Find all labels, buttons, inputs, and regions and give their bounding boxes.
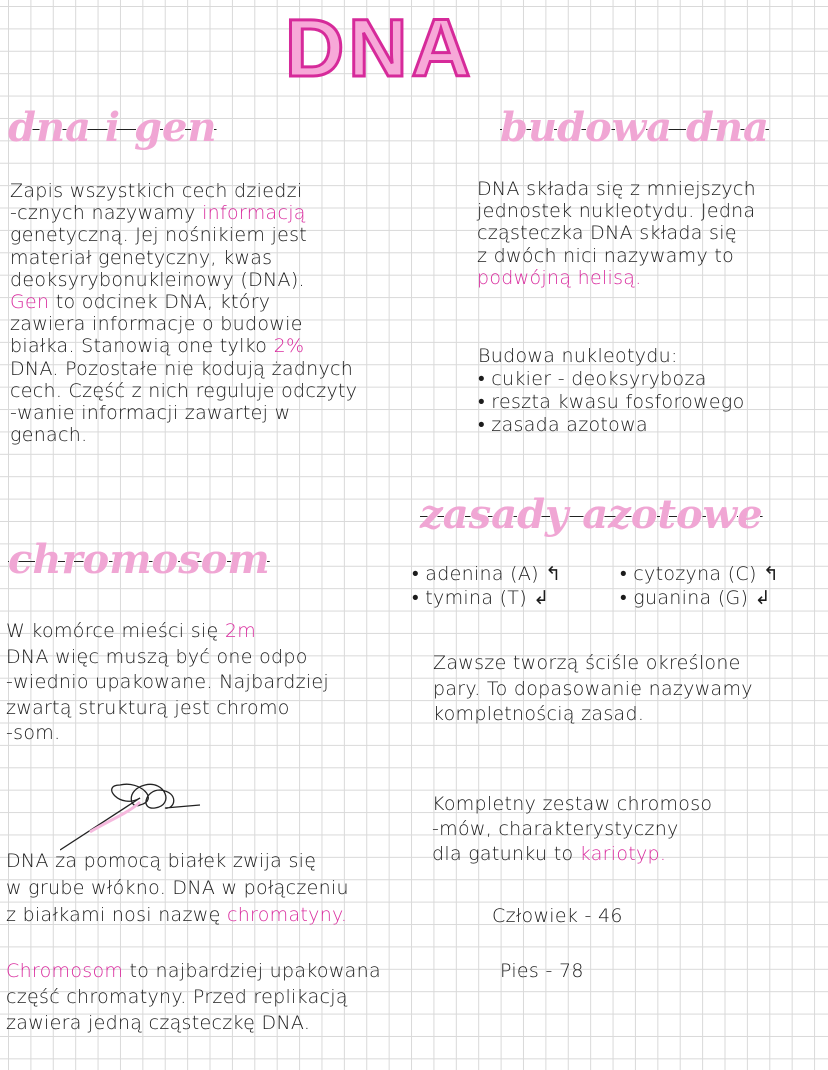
pies-line (500, 960, 584, 982)
kariotyp-line (432, 818, 679, 840)
budowa-dna-line (477, 222, 737, 244)
budowa-nukleotydu-line (478, 414, 648, 436)
note-text: to najbardziej upakowana (123, 960, 381, 982)
page-title: DNA (285, 3, 475, 94)
budowa-nukleotydu-line (478, 345, 678, 367)
note-text: Pies - 78 (500, 960, 584, 982)
note-text: -mów, charakterystyczny (432, 818, 679, 840)
note-text: DNA składa się z mniejszych (477, 178, 756, 200)
chromosom-2-line (6, 1012, 310, 1034)
highlighted-term: kariotyp. (579, 843, 667, 865)
note-text: w grube włókno. DNA w połączeniu (6, 877, 349, 899)
note-text: Budowa nukleotydu: (478, 345, 678, 367)
note-text: Zawsze tworzą ściśle określone (433, 652, 741, 674)
highlighted-term: Gen (10, 291, 50, 313)
note-text: to odcinek DNA, który (49, 291, 271, 313)
note-text: • cytozyna (C) ↰ (620, 563, 780, 585)
zasady-a-t-line (412, 587, 550, 609)
chromosom-1-line (6, 620, 256, 642)
zasady-c-g-line (620, 563, 779, 585)
highlighted-term: informacją (202, 202, 306, 225)
note-text: zwartą strukturą jest chromo (6, 696, 290, 719)
highlighted-term: chromatyny. (226, 904, 348, 926)
dna-i-gen-line (10, 335, 304, 357)
dna-i-gen-line (10, 313, 303, 335)
note-text: -cznych nazywamy (10, 202, 203, 225)
dna-i-gen-line (10, 402, 290, 424)
note-text: materiał genetyczny, kwas (10, 246, 273, 269)
highlighted-term: Chromosom (6, 960, 124, 982)
chromosom-2-line (6, 986, 348, 1008)
note-text: zawiera jedną cząsteczkę DNA. (6, 1012, 311, 1034)
note-text: Kompletny zestaw chromoso (432, 793, 713, 815)
zasady-c-g-line (620, 587, 771, 609)
note-text: DNA. Pozostałe nie kodują żadnych (10, 357, 354, 380)
note-text: genetyczną. Jej nośnikiem jest (10, 224, 308, 247)
note-text: jednostek nukleotydu. Jedna (477, 200, 756, 223)
budowa-dna-line (477, 200, 755, 222)
heading-chromosom: chromosom (8, 536, 270, 583)
note-text: pary. To dopasowanie nazywamy (433, 677, 753, 700)
heading-dna-i-gen: dna i gen (8, 104, 217, 151)
highlighted-term: podwójną helisą. (477, 266, 642, 289)
heading-zasady-azotowe: zasady azotowe (420, 491, 763, 538)
pary-line (433, 678, 753, 700)
highlighted-term: 2m (224, 620, 257, 642)
note-text: -som. (6, 722, 61, 744)
budowa-dna-line (477, 267, 642, 289)
note-text: część chromatyny. Przed replikacją (6, 986, 348, 1008)
note-text: Człowiek - 46 (492, 905, 623, 927)
czlowiek-line (492, 905, 623, 927)
note-text: • cukier - deoksyryboza (478, 368, 707, 390)
highlighted-term: 2% (273, 335, 305, 358)
note-text: • reszta kwasu fosforowego (478, 391, 745, 413)
note-text: -wiednio upakowane. Najbardziej (6, 671, 329, 693)
dna-i-gen-line (10, 269, 305, 291)
budowa-nukleotydu-line (478, 391, 745, 413)
note-text: deoksyrybonukleinowy (DNA). (10, 268, 305, 291)
chromosom-1-line (6, 697, 290, 719)
pary-line (433, 703, 644, 725)
chromatin-coil-drawing (60, 770, 210, 860)
budowa-dna-line (477, 245, 734, 267)
note-text: dla gatunku to (432, 843, 580, 865)
dna-i-gen-line (10, 202, 306, 224)
chromosom-1-line (6, 671, 329, 693)
note-text: DNA więc muszą być one odpo (6, 645, 308, 668)
chromosom-2-line (6, 960, 381, 982)
note-text: W komórce mieści się (6, 620, 225, 642)
kariotyp-line (432, 843, 666, 865)
dna-i-gen-line (10, 224, 307, 246)
dna-i-gen-line (10, 180, 302, 202)
budowa-nukleotydu-line (478, 368, 707, 390)
chromosom-1-line (6, 722, 60, 744)
dna-i-gen-line (10, 380, 357, 402)
zasady-a-t-line (412, 563, 561, 585)
chromatyna-line (6, 877, 349, 899)
note-text: z dwóch nici nazywamy to (477, 244, 735, 267)
note-text: • zasada azotowa (478, 414, 648, 436)
budowa-dna-line (477, 178, 756, 200)
chromatyna-line (6, 904, 347, 926)
note-text: • adenina (A) ↰ (412, 563, 562, 585)
chromosom-1-line (6, 646, 308, 668)
note-text: • guanina (G) ↲ (620, 587, 771, 609)
dna-i-gen-line (10, 358, 353, 380)
note-text: • tymina (T) ↲ (412, 587, 550, 609)
note-text: cząsteczka DNA składa się (477, 222, 737, 245)
pary-line (433, 652, 741, 674)
dna-i-gen-line (10, 424, 87, 446)
kariotyp-line (432, 793, 712, 815)
note-text: -wanie informacji zawartej w (10, 402, 291, 424)
note-text: białka. Stanowią one tylko (10, 335, 274, 358)
heading-budowa-dna: budowa dna (500, 104, 769, 151)
note-text: Zapis wszystkich cech dziedzi (10, 180, 303, 202)
note-text: kompletnością zasad. (433, 703, 645, 725)
note-text: zawiera informacje o budowie (10, 313, 303, 336)
note-text: z białkami nosi nazwę (6, 904, 227, 926)
note-text: cech. Część z nich reguluje odczyty (10, 379, 358, 402)
note-text: genach. (10, 424, 88, 447)
dna-i-gen-line (10, 247, 272, 269)
dna-i-gen-line (10, 291, 270, 313)
note-text: DNA za pomocą białek zwija się (6, 850, 317, 872)
